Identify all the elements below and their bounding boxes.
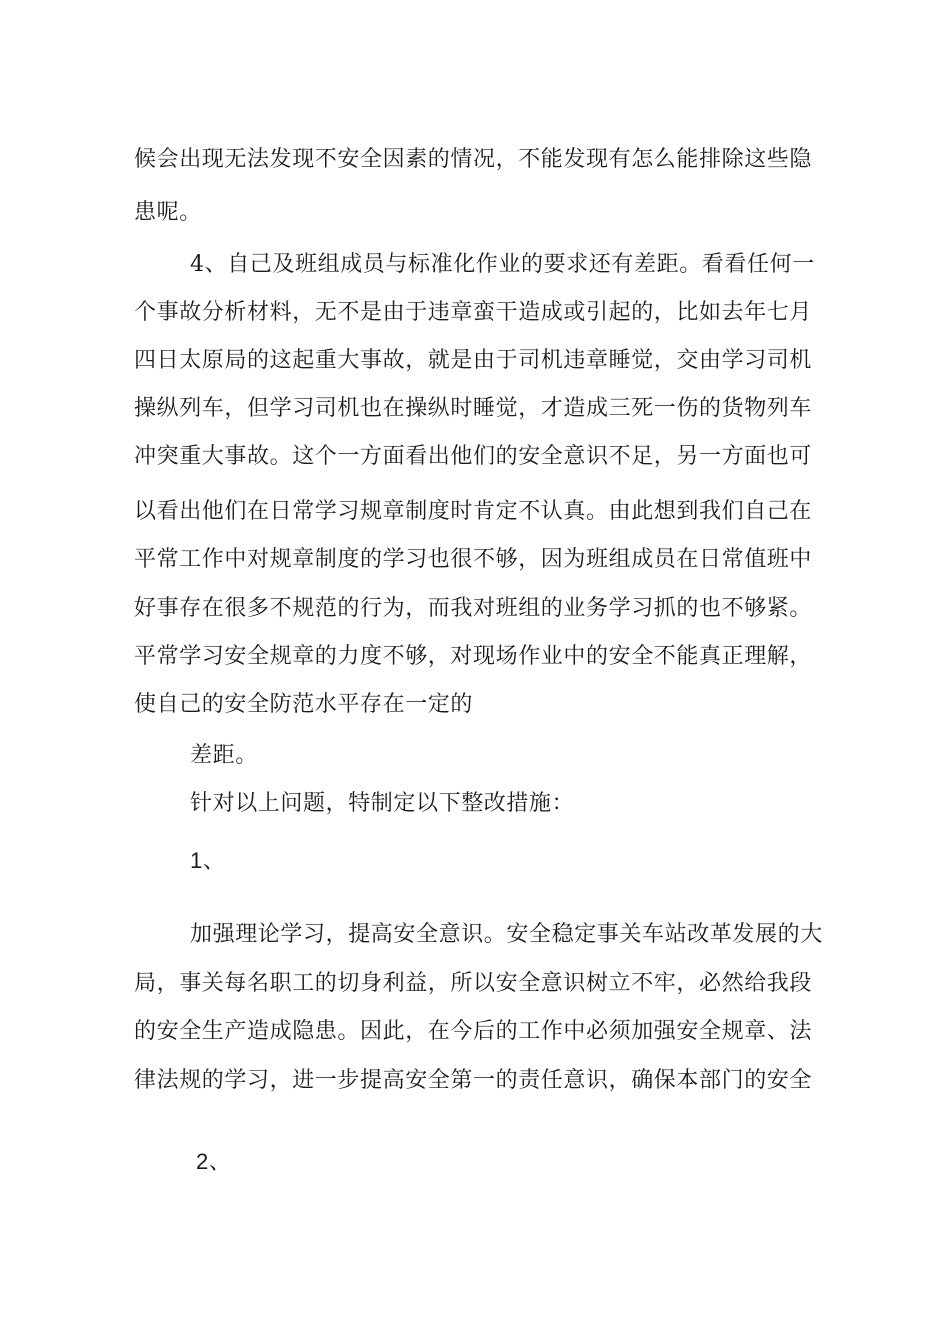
body-text-line: 以看出他们在日常学习规章制度时肯定不认真。由此想到我们自己在 [134, 499, 813, 524]
body-text-line: 律法规的学习，进一步提高安全第一的责任意识，确保本部门的安全 [134, 1068, 813, 1093]
body-text-line: 患呢。 [134, 200, 202, 225]
body-text-line: 使自己的安全防范水平存在一定的 [134, 692, 474, 717]
paragraph-4-start: 4、自己及班组成员与标准化作业的要求还有差距。看看任何一 [190, 252, 815, 277]
body-text-line: 四日太原局的这起重大事故，就是由于司机违章睡觉，交由学习司机 [134, 348, 813, 373]
list-number-2: 2、 [196, 1149, 232, 1174]
body-text-line: 候会出现无法发现不安全因素的情况，不能发现有怎么能排除这些隐 [134, 147, 813, 172]
body-text-line: 好事存在很多不规范的行为，而我对班组的业务学习抓的也不够紧。 [134, 596, 813, 621]
body-text-line: 的安全生产造成隐患。因此，在今后的工作中必须加强安全规章、法 [134, 1019, 813, 1044]
measure-1-start: 加强理论学习，提高安全意识。安全稳定事关车站改革发展的大 [190, 922, 823, 947]
section-intro: 针对以上问题，特制定以下整改措施： [190, 791, 575, 816]
body-text-line: 平常学习安全规章的力度不够，对现场作业中的安全不能真正理解， [134, 644, 813, 669]
list-number-1: 1、 [190, 848, 226, 873]
body-text-line: 操纵列车，但学习司机也在操纵时睡觉，才造成三死一伤的货物列车 [134, 396, 813, 421]
body-text-line: 个事故分析材料，无不是由于违章蛮干造成或引起的，比如去年七月 [134, 300, 813, 325]
body-text-line: 冲突重大事故。这个一方面看出他们的安全意识不足，另一方面也可 [134, 444, 813, 469]
body-text-line: 局，事关每名职工的切身利益，所以安全意识树立不牢，必然给我段 [134, 971, 813, 996]
body-text-line: 差距。 [190, 743, 258, 768]
body-text-line: 平常工作中对规章制度的学习也很不够，因为班组成员在日常值班中 [134, 547, 813, 572]
